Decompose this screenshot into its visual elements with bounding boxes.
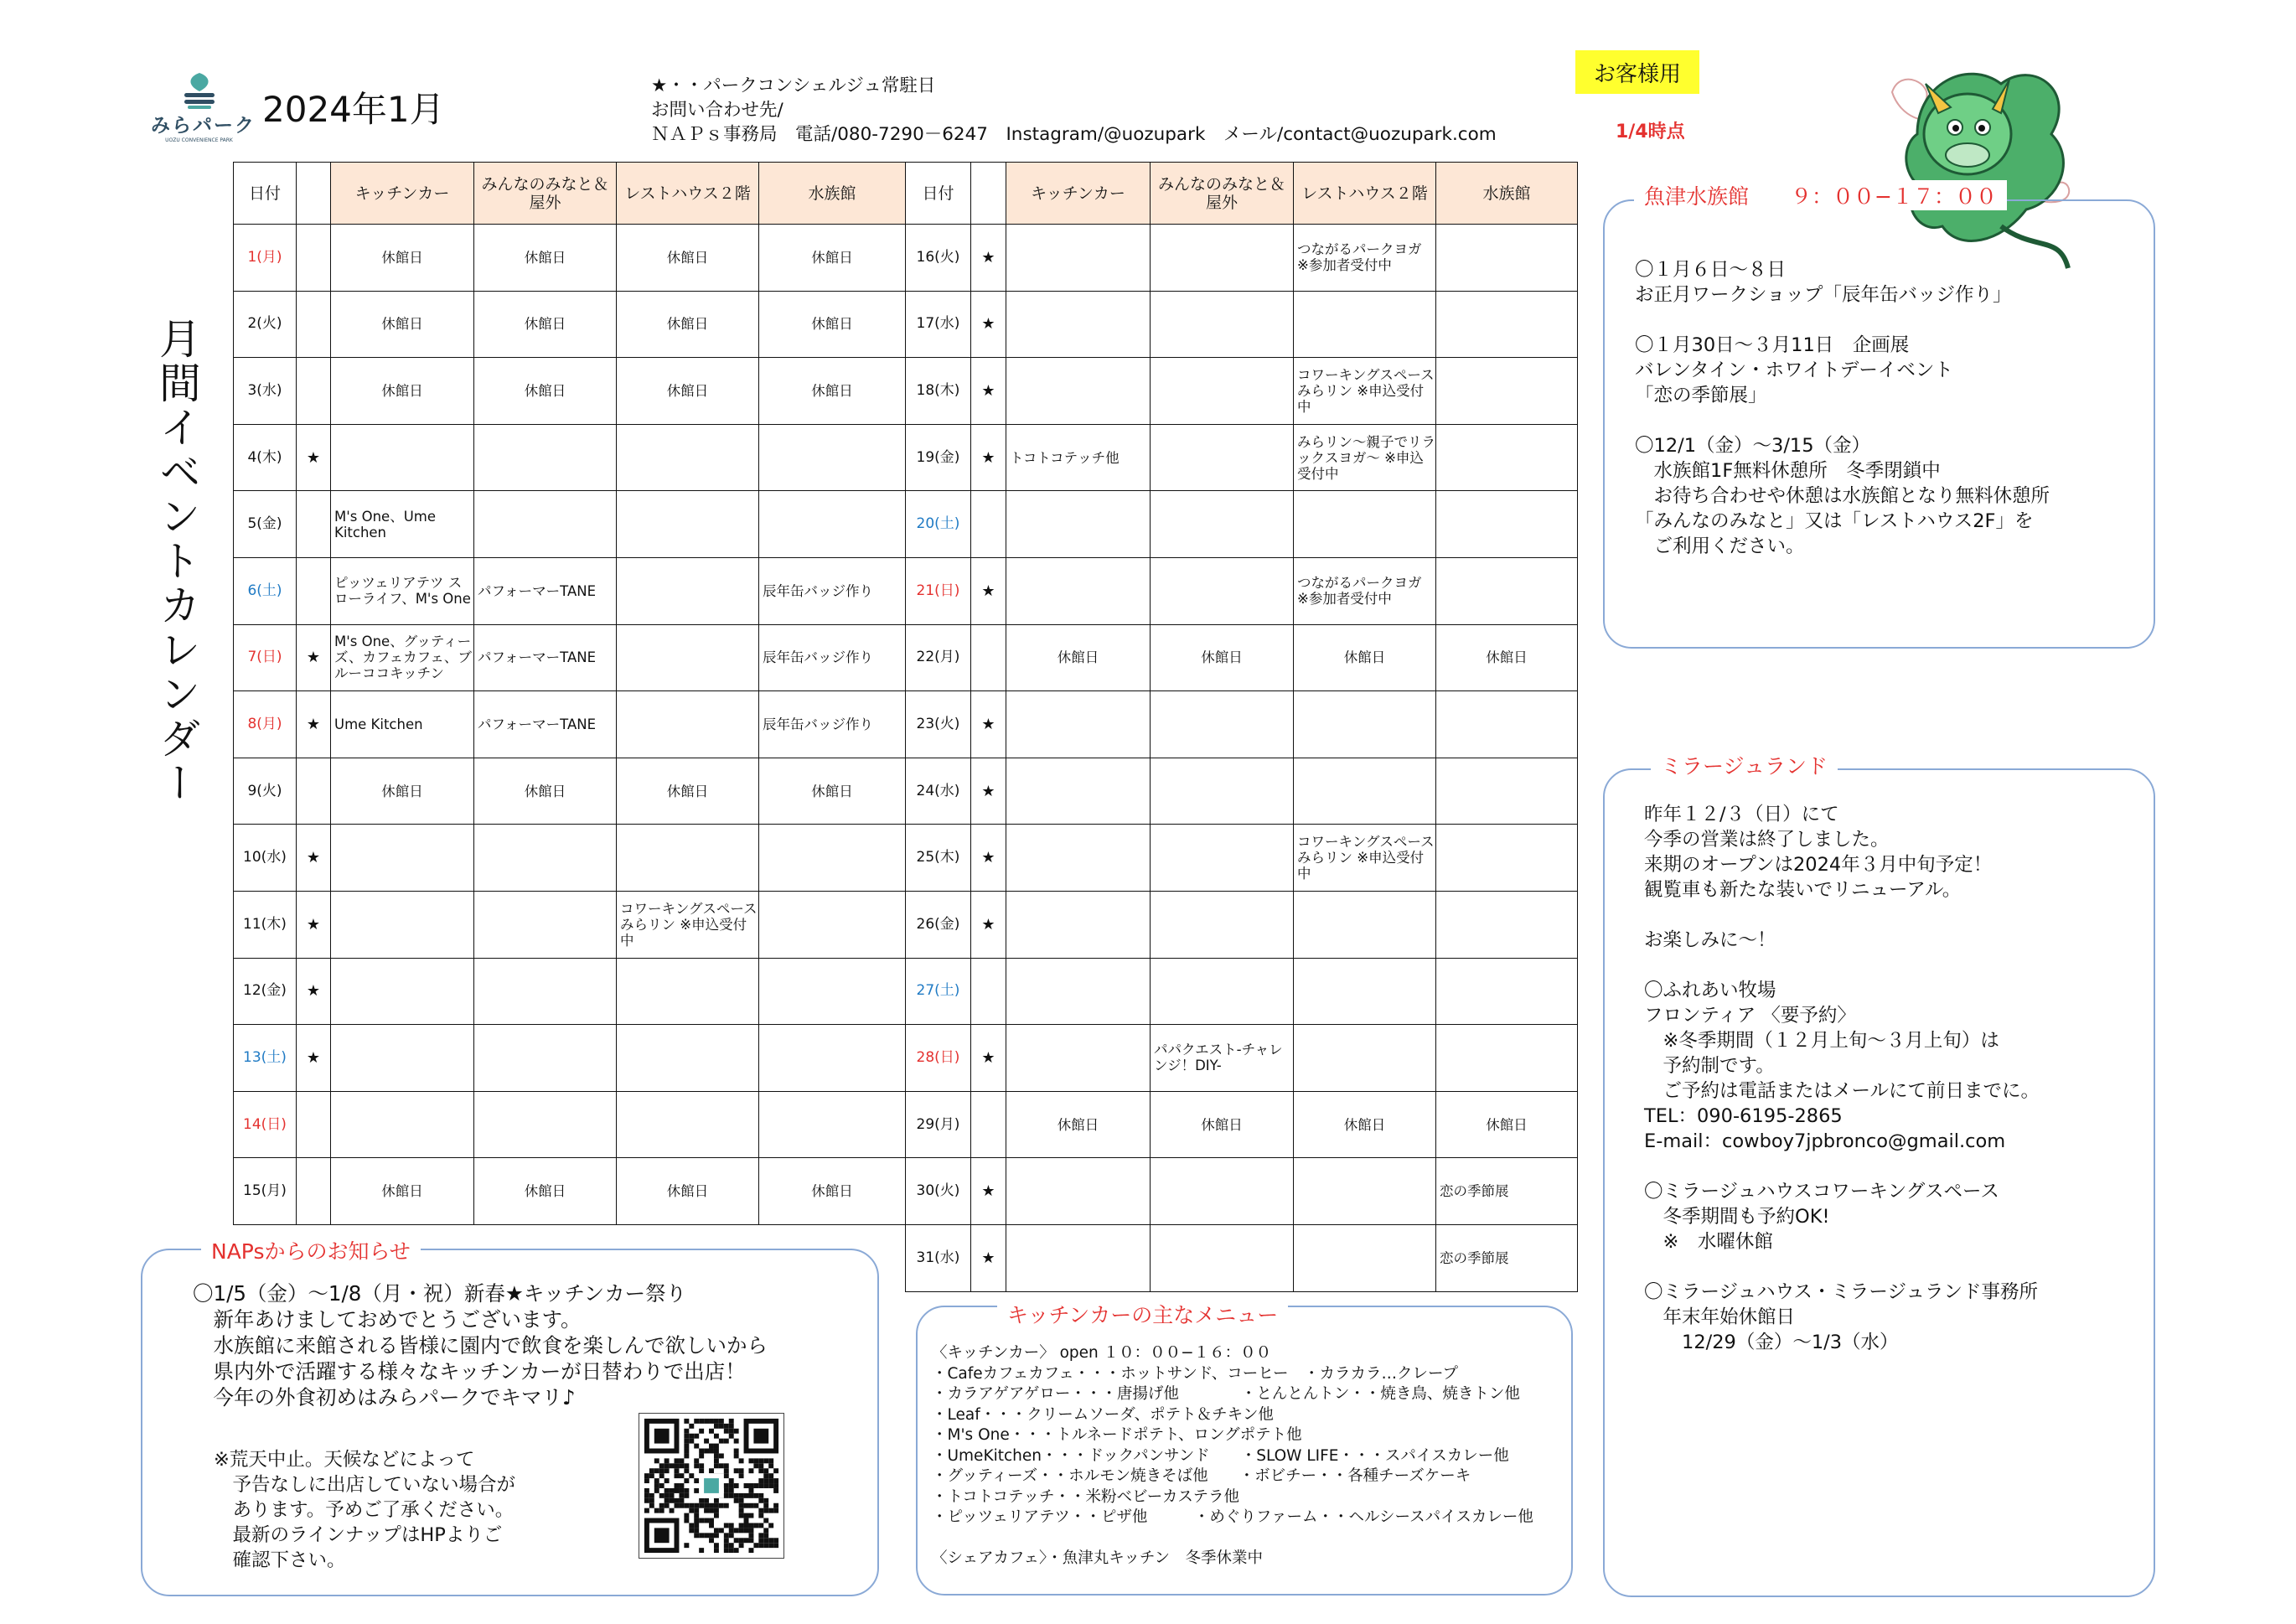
naps-title: NAPsからのお知らせ (201, 1235, 421, 1265)
minato-cell (474, 1025, 617, 1092)
date-cell: 15(月) (234, 1158, 297, 1225)
table-row (234, 225, 906, 292)
as-of-date: 1/4時点 (1616, 122, 1685, 142)
minato-cell: 休館日 (1151, 1091, 1294, 1158)
star-cell (297, 557, 331, 624)
table-row (906, 424, 1578, 491)
star-cell (297, 358, 331, 425)
kitchen-car-cell (1006, 491, 1151, 558)
kitchen-car-cell: 休館日 (1006, 1091, 1151, 1158)
minato-cell (1151, 758, 1294, 825)
minato-cell: パフォーマーTANE (474, 691, 617, 758)
header-rest-house: レストハウス２階 (1294, 163, 1436, 225)
contact-info (651, 74, 1497, 147)
kitchen-car-cell: M's One、グッティーズ、カフェカフェ、ブルーココキッチン (331, 624, 474, 691)
rest-house-cell (1294, 291, 1436, 358)
rest-house-cell (617, 1025, 759, 1092)
date-cell: 22(月) (906, 624, 971, 691)
table-row (906, 225, 1578, 292)
star-cell: ★ (297, 691, 331, 758)
kitchen-car-cell (331, 1025, 474, 1092)
kitchen-car-cell: トコトコテッチ他 (1006, 424, 1151, 491)
table-row (906, 825, 1578, 892)
table-row (906, 758, 1578, 825)
kitchen-car-cell: M's One、Ume Kitchen (331, 491, 474, 558)
rest-house-cell (1294, 691, 1436, 758)
logo (151, 71, 256, 151)
date-cell: 7(日) (234, 624, 297, 691)
date-cell: 24(水) (906, 758, 971, 825)
star-cell: ★ (971, 758, 1006, 825)
header-date: 日付 (906, 163, 971, 225)
table-row (234, 424, 906, 491)
aquarium-cell (1436, 557, 1578, 624)
minato-cell (1151, 424, 1294, 491)
aquarium-cell: 休館日 (759, 291, 906, 358)
header-aquarium: 水族館 (759, 163, 906, 225)
minato-cell: 休館日 (1151, 624, 1294, 691)
table-row (234, 1158, 906, 1225)
minato-cell: パフォーマーTANE (474, 624, 617, 691)
aquarium-cell (1436, 358, 1578, 425)
star-cell: ★ (297, 424, 331, 491)
rest-house-cell (1294, 1224, 1436, 1291)
rest-house-cell (1294, 1025, 1436, 1092)
date-cell: 14(日) (234, 1091, 297, 1158)
aquarium-cell: 恋の季節展 (1436, 1224, 1578, 1291)
calendar-table-right (905, 162, 1578, 1292)
minato-cell (474, 891, 617, 958)
star-cell (971, 491, 1006, 558)
date-cell: 25(木) (906, 825, 971, 892)
rest-house-cell (617, 624, 759, 691)
star-cell: ★ (971, 825, 1006, 892)
aquarium-cell (1436, 891, 1578, 958)
aquarium-cell (1436, 1025, 1578, 1092)
aquarium-cell (1436, 758, 1578, 825)
minato-cell (1151, 225, 1294, 292)
star-cell (297, 291, 331, 358)
rest-house-cell (617, 491, 759, 558)
naps-note: ※荒天中止。天候などによって 予告なしに出店していない場合が あります。予めご了承ください。 最新のラインナップはHPよりご 確認下さい。 (214, 1449, 516, 1571)
mirage-body: 昨年１２/３（日）にて 今季の営業は終了しました。 来期のオープンは2024年３月中旬予定！ 観覧車も新たな装いでリニューアル。 お楽しみに～！ 〇ふれあい牧場 フロンティア 〈要予約〉 ※冬季期間（１２月上旬～３月上旬）は 予約制です。 ご予約は電話またはメールにて前日までに。 TEL：090-6195-2865 E-mail：cowboy7jpbronco@gmail.com 〇ミラージュハウスコワーキングスペース 冬季期間も予約OK! ※ 水曜休館 〇ミラージュハウス・ミラージュランド事務所 年末年始休館日 12/29（金）～1/3（水） (1644, 804, 2040, 1353)
kitchen-car-cell (331, 1091, 474, 1158)
qr-code-graphic (639, 1414, 783, 1558)
logo-text: みらパーク (151, 115, 256, 137)
rest-house-cell: 休館日 (617, 758, 759, 825)
table-row (234, 891, 906, 958)
minato-cell (474, 424, 617, 491)
aquarium-cell (1436, 291, 1578, 358)
table-header-row (234, 163, 906, 225)
star-cell: ★ (297, 825, 331, 892)
table-row (234, 491, 906, 558)
menu-body: 〈キッチンカー〉 open １０：００−１６：００ ・Cafeカフェカフェ・・・ホットサンド、コーヒー ・カラカラ…クレープ ・カラアゲアゲロー・・・唐揚げ他 ・とんとんトン・・焼き鳥、焼きトン他 ・Leaf・・・クリームソーダ、ポテト＆チキン他 ・M's One・・・トルネードポテト、ロングポテト他 ・UmeKitchen・・・ドックパンサンド ・SLOW LIFE・・・スパイスカレー他 ・グッティーズ・・ホルモン焼きそば他 ・ボビチー・・各種チーズケーキ ・トコトコテッチ・・米粉ベビーカステラ他 ・ピッツェリアテツ・・ピザ他 ・めぐりファーム・・ヘルシースパイスカレー他 〈シェアカフェ〉・魚津丸キッチン 冬季休業中 (932, 1344, 1533, 1567)
table-row (234, 358, 906, 425)
rest-house-cell (617, 825, 759, 892)
date-cell: 11(木) (234, 891, 297, 958)
date-cell: 13(土) (234, 1025, 297, 1092)
kitchen-car-cell (331, 424, 474, 491)
star-cell: ★ (297, 958, 331, 1025)
logo-mark-icon (181, 71, 218, 110)
kitchen-car-cell (1006, 825, 1151, 892)
minato-cell (1151, 1158, 1294, 1225)
date-cell: 23(火) (906, 691, 971, 758)
qr-code-icon[interactable] (639, 1413, 784, 1559)
table-row (906, 1091, 1578, 1158)
minato-cell (1151, 491, 1294, 558)
kitchen-car-cell: 休館日 (331, 291, 474, 358)
minato-cell (474, 825, 617, 892)
kitchen-car-cell (1006, 358, 1151, 425)
table-row (234, 825, 906, 892)
table-header-row (906, 163, 1578, 225)
kitchen-car-cell (1006, 758, 1151, 825)
table-row (906, 691, 1578, 758)
table-row (234, 557, 906, 624)
minato-cell: 休館日 (474, 758, 617, 825)
date-cell: 10(水) (234, 825, 297, 892)
rest-house-cell (1294, 891, 1436, 958)
info-line-legend: ★・・パークコンシェルジュ常駐日 (651, 75, 936, 96)
minato-cell: 休館日 (474, 291, 617, 358)
date-cell: 16(火) (906, 225, 971, 292)
aquarium-cell (759, 491, 906, 558)
aquarium-cell (759, 1025, 906, 1092)
date-cell: 8(月) (234, 691, 297, 758)
date-cell: 26(金) (906, 891, 971, 958)
minato-cell (1151, 891, 1294, 958)
rest-house-cell (617, 958, 759, 1025)
date-cell: 19(金) (906, 424, 971, 491)
rest-house-cell: 休館日 (1294, 1091, 1436, 1158)
star-cell (297, 491, 331, 558)
rest-house-cell: 休館日 (1294, 624, 1436, 691)
aquarium-body: 〇１月６日～８日 お正月ワークショップ「辰年缶バッジ作り」 〇１月30日～３月11日 企画展 バレンタイン・ホワイトデーイベント 「恋の季節展」 〇12/1（金）～3/15（金） 水族館1F無料休憩所 冬季閉鎖中 お待ち合わせや休憩は水族館となり無料休憩所 「みんなのみなと」又は「レストハウス2F」を ご利用ください。 (1635, 259, 2050, 557)
calendar-table-left (233, 162, 906, 1225)
header-rest-house: レストハウス２階 (617, 163, 759, 225)
star-cell (971, 1091, 1006, 1158)
aquarium-cell (759, 825, 906, 892)
kitchen-car-cell (331, 825, 474, 892)
star-cell: ★ (971, 225, 1006, 292)
header-minato: みんなのみなと＆屋外 (474, 163, 617, 225)
table-row (234, 291, 906, 358)
date-cell: 5(金) (234, 491, 297, 558)
header-date: 日付 (234, 163, 297, 225)
table-row (906, 624, 1578, 691)
aquarium-cell (1436, 825, 1578, 892)
aquarium-cell (1436, 225, 1578, 292)
minato-cell: 休館日 (474, 358, 617, 425)
star-cell: ★ (971, 1224, 1006, 1291)
kitchen-car-cell (1006, 958, 1151, 1025)
date-cell: 12(金) (234, 958, 297, 1025)
star-cell (971, 958, 1006, 1025)
aquarium-cell: 辰年缶バッジ作り (759, 557, 906, 624)
kitchen-car-cell: 休館日 (331, 758, 474, 825)
rest-house-cell: みらリン～親子でリラックスヨガ～ ※申込受付中 (1294, 424, 1436, 491)
star-cell (971, 624, 1006, 691)
date-cell: 28(日) (906, 1025, 971, 1092)
aquarium-cell (759, 424, 906, 491)
mirage-title: ミラージュランド (1651, 750, 1838, 780)
date-cell: 29(月) (906, 1091, 971, 1158)
minato-cell: パフォーマーTANE (474, 557, 617, 624)
minato-cell: パパクエスト-チャレンジ！DIY- (1151, 1025, 1294, 1092)
rest-house-cell: コワーキングスペースみらリン ※申込受付中 (1294, 358, 1436, 425)
rest-house-cell (1294, 758, 1436, 825)
star-cell (297, 225, 331, 292)
minato-cell (1151, 291, 1294, 358)
date-cell: 2(火) (234, 291, 297, 358)
aquarium-cell (1436, 958, 1578, 1025)
star-cell: ★ (297, 624, 331, 691)
table-row (906, 491, 1578, 558)
kitchen-car-cell (1006, 557, 1151, 624)
minato-cell (1151, 825, 1294, 892)
rest-house-cell (1294, 491, 1436, 558)
logo-subtext: UOZU CONVENIENCE PARK (165, 137, 233, 143)
star-cell: ★ (971, 691, 1006, 758)
table-row (234, 624, 906, 691)
audience-badge: お客様用 (1575, 50, 1699, 94)
star-cell (297, 758, 331, 825)
table-row (234, 691, 906, 758)
rest-house-cell: 休館日 (617, 291, 759, 358)
star-cell: ★ (971, 424, 1006, 491)
table-row (906, 557, 1578, 624)
date-cell: 6(土) (234, 557, 297, 624)
date-cell: 18(木) (906, 358, 971, 425)
aquarium-cell: 休館日 (759, 758, 906, 825)
aquarium-cell (759, 958, 906, 1025)
date-cell: 31(水) (906, 1224, 971, 1291)
aquarium-cell: 休館日 (1436, 624, 1578, 691)
aquarium-cell: 恋の季節展 (1436, 1158, 1578, 1225)
aquarium-cell (1436, 424, 1578, 491)
minato-cell (474, 491, 617, 558)
table-row (906, 1224, 1578, 1291)
date-cell: 21(日) (906, 557, 971, 624)
date-cell: 20(土) (906, 491, 971, 558)
date-cell: 27(土) (906, 958, 971, 1025)
header-star (297, 163, 331, 225)
kitchen-car-cell (1006, 225, 1151, 292)
star-cell: ★ (971, 891, 1006, 958)
table-row (906, 958, 1578, 1025)
kitchen-car-cell: 休館日 (331, 358, 474, 425)
kitchen-car-cell (331, 958, 474, 1025)
table-row (234, 958, 906, 1025)
table-row (906, 358, 1578, 425)
star-cell: ★ (971, 1025, 1006, 1092)
date-cell: 17(水) (906, 291, 971, 358)
aquarium-cell: 休館日 (759, 358, 906, 425)
rest-house-cell: 休館日 (617, 1158, 759, 1225)
rest-house-cell (617, 557, 759, 624)
table-row (906, 1025, 1578, 1092)
header-aquarium: 水族館 (1436, 163, 1578, 225)
kitchen-car-cell: 休館日 (1006, 624, 1151, 691)
kitchen-car-cell: ピッツェリアテツ スローライフ、M's One (331, 557, 474, 624)
star-cell (297, 1091, 331, 1158)
info-line-contact: ＮＡＰｓ事務局 電話/080-7290－6247 Instagram/@uozupark メール/contact@uozupark.com (651, 124, 1497, 145)
table-row (234, 1025, 906, 1092)
aquarium-cell (1436, 491, 1578, 558)
minato-cell: 休館日 (474, 225, 617, 292)
naps-body: 〇1/5（金）～1/8（月・祝）新春★キッチンカー祭り 新年あけましておめでとうございます。 水族館に来館される皆様に園内で飲食を楽しんで欲しいから 県内外で活躍する様々なキッチンカーが日替わりで出店！ 今年の外食初めはみらパークでキマリ♪ (193, 1281, 768, 1409)
aquarium-cell: 辰年缶バッジ作り (759, 624, 906, 691)
kitchen-car-cell: 休館日 (331, 225, 474, 292)
star-cell: ★ (971, 557, 1006, 624)
table-row (906, 891, 1578, 958)
table-row (234, 1091, 906, 1158)
rest-house-cell: コワーキングスペースみらリン ※申込受付中 (617, 891, 759, 958)
rest-house-cell: つながるパークヨガ ※参加者受付中 (1294, 557, 1436, 624)
star-cell: ★ (971, 358, 1006, 425)
minato-cell (1151, 358, 1294, 425)
aquarium-cell: 辰年缶バッジ作り (759, 691, 906, 758)
aquarium-cell (759, 1091, 906, 1158)
rest-house-cell (617, 1091, 759, 1158)
table-row (906, 291, 1578, 358)
menu-title: キッチンカーの主なメニュー (997, 1299, 1288, 1329)
header-kitchen-car: キッチンカー (331, 163, 474, 225)
aquarium-cell: 休館日 (759, 1158, 906, 1225)
aquarium-cell (759, 891, 906, 958)
rest-house-cell (1294, 958, 1436, 1025)
vertical-title: 月間イベントカレンダー (153, 317, 201, 805)
kitchen-car-cell: 休館日 (331, 1158, 474, 1225)
rest-house-cell: 休館日 (617, 225, 759, 292)
kitchen-car-cell (331, 891, 474, 958)
table-row (906, 1158, 1578, 1225)
aquarium-cell: 休館日 (759, 225, 906, 292)
rest-house-cell: 休館日 (617, 358, 759, 425)
minato-cell (474, 958, 617, 1025)
kitchen-car-cell (1006, 1025, 1151, 1092)
header-star (971, 163, 1006, 225)
kitchen-car-cell (1006, 1158, 1151, 1225)
date-cell: 4(木) (234, 424, 297, 491)
rest-house-cell: コワーキングスペースみらリン ※申込受付中 (1294, 825, 1436, 892)
aquarium-cell (1436, 691, 1578, 758)
date-cell: 30(火) (906, 1158, 971, 1225)
page-title: 2024年1月 (262, 89, 445, 130)
date-cell: 9(火) (234, 758, 297, 825)
kitchen-car-cell (1006, 891, 1151, 958)
minato-cell: 休館日 (474, 1158, 617, 1225)
minato-cell (474, 1091, 617, 1158)
star-cell: ★ (297, 891, 331, 958)
kitchen-car-cell (1006, 1224, 1151, 1291)
kitchen-car-cell (1006, 291, 1151, 358)
aquarium-cell: 休館日 (1436, 1091, 1578, 1158)
rest-house-cell (617, 691, 759, 758)
minato-cell (1151, 557, 1294, 624)
header-minato: みんなのみなと＆屋外 (1151, 163, 1294, 225)
kitchen-car-cell: Ume Kitchen (331, 691, 474, 758)
info-line-contact-label: お問い合わせ先/ (651, 100, 783, 121)
minato-cell (1151, 691, 1294, 758)
star-cell: ★ (971, 1158, 1006, 1225)
rest-house-cell (1294, 1158, 1436, 1225)
minato-cell (1151, 958, 1294, 1025)
aquarium-title: 魚津水族館 ９：００−１７：００ (1634, 180, 2007, 210)
star-cell: ★ (297, 1025, 331, 1092)
rest-house-cell (617, 424, 759, 491)
header-kitchen-car: キッチンカー (1006, 163, 1151, 225)
star-cell (297, 1158, 331, 1225)
table-row (234, 758, 906, 825)
star-cell: ★ (971, 291, 1006, 358)
minato-cell (1151, 1224, 1294, 1291)
date-cell: 1(月) (234, 225, 297, 292)
date-cell: 3(水) (234, 358, 297, 425)
rest-house-cell: つながるパークヨガ ※参加者受付中 (1294, 225, 1436, 292)
kitchen-car-cell (1006, 691, 1151, 758)
